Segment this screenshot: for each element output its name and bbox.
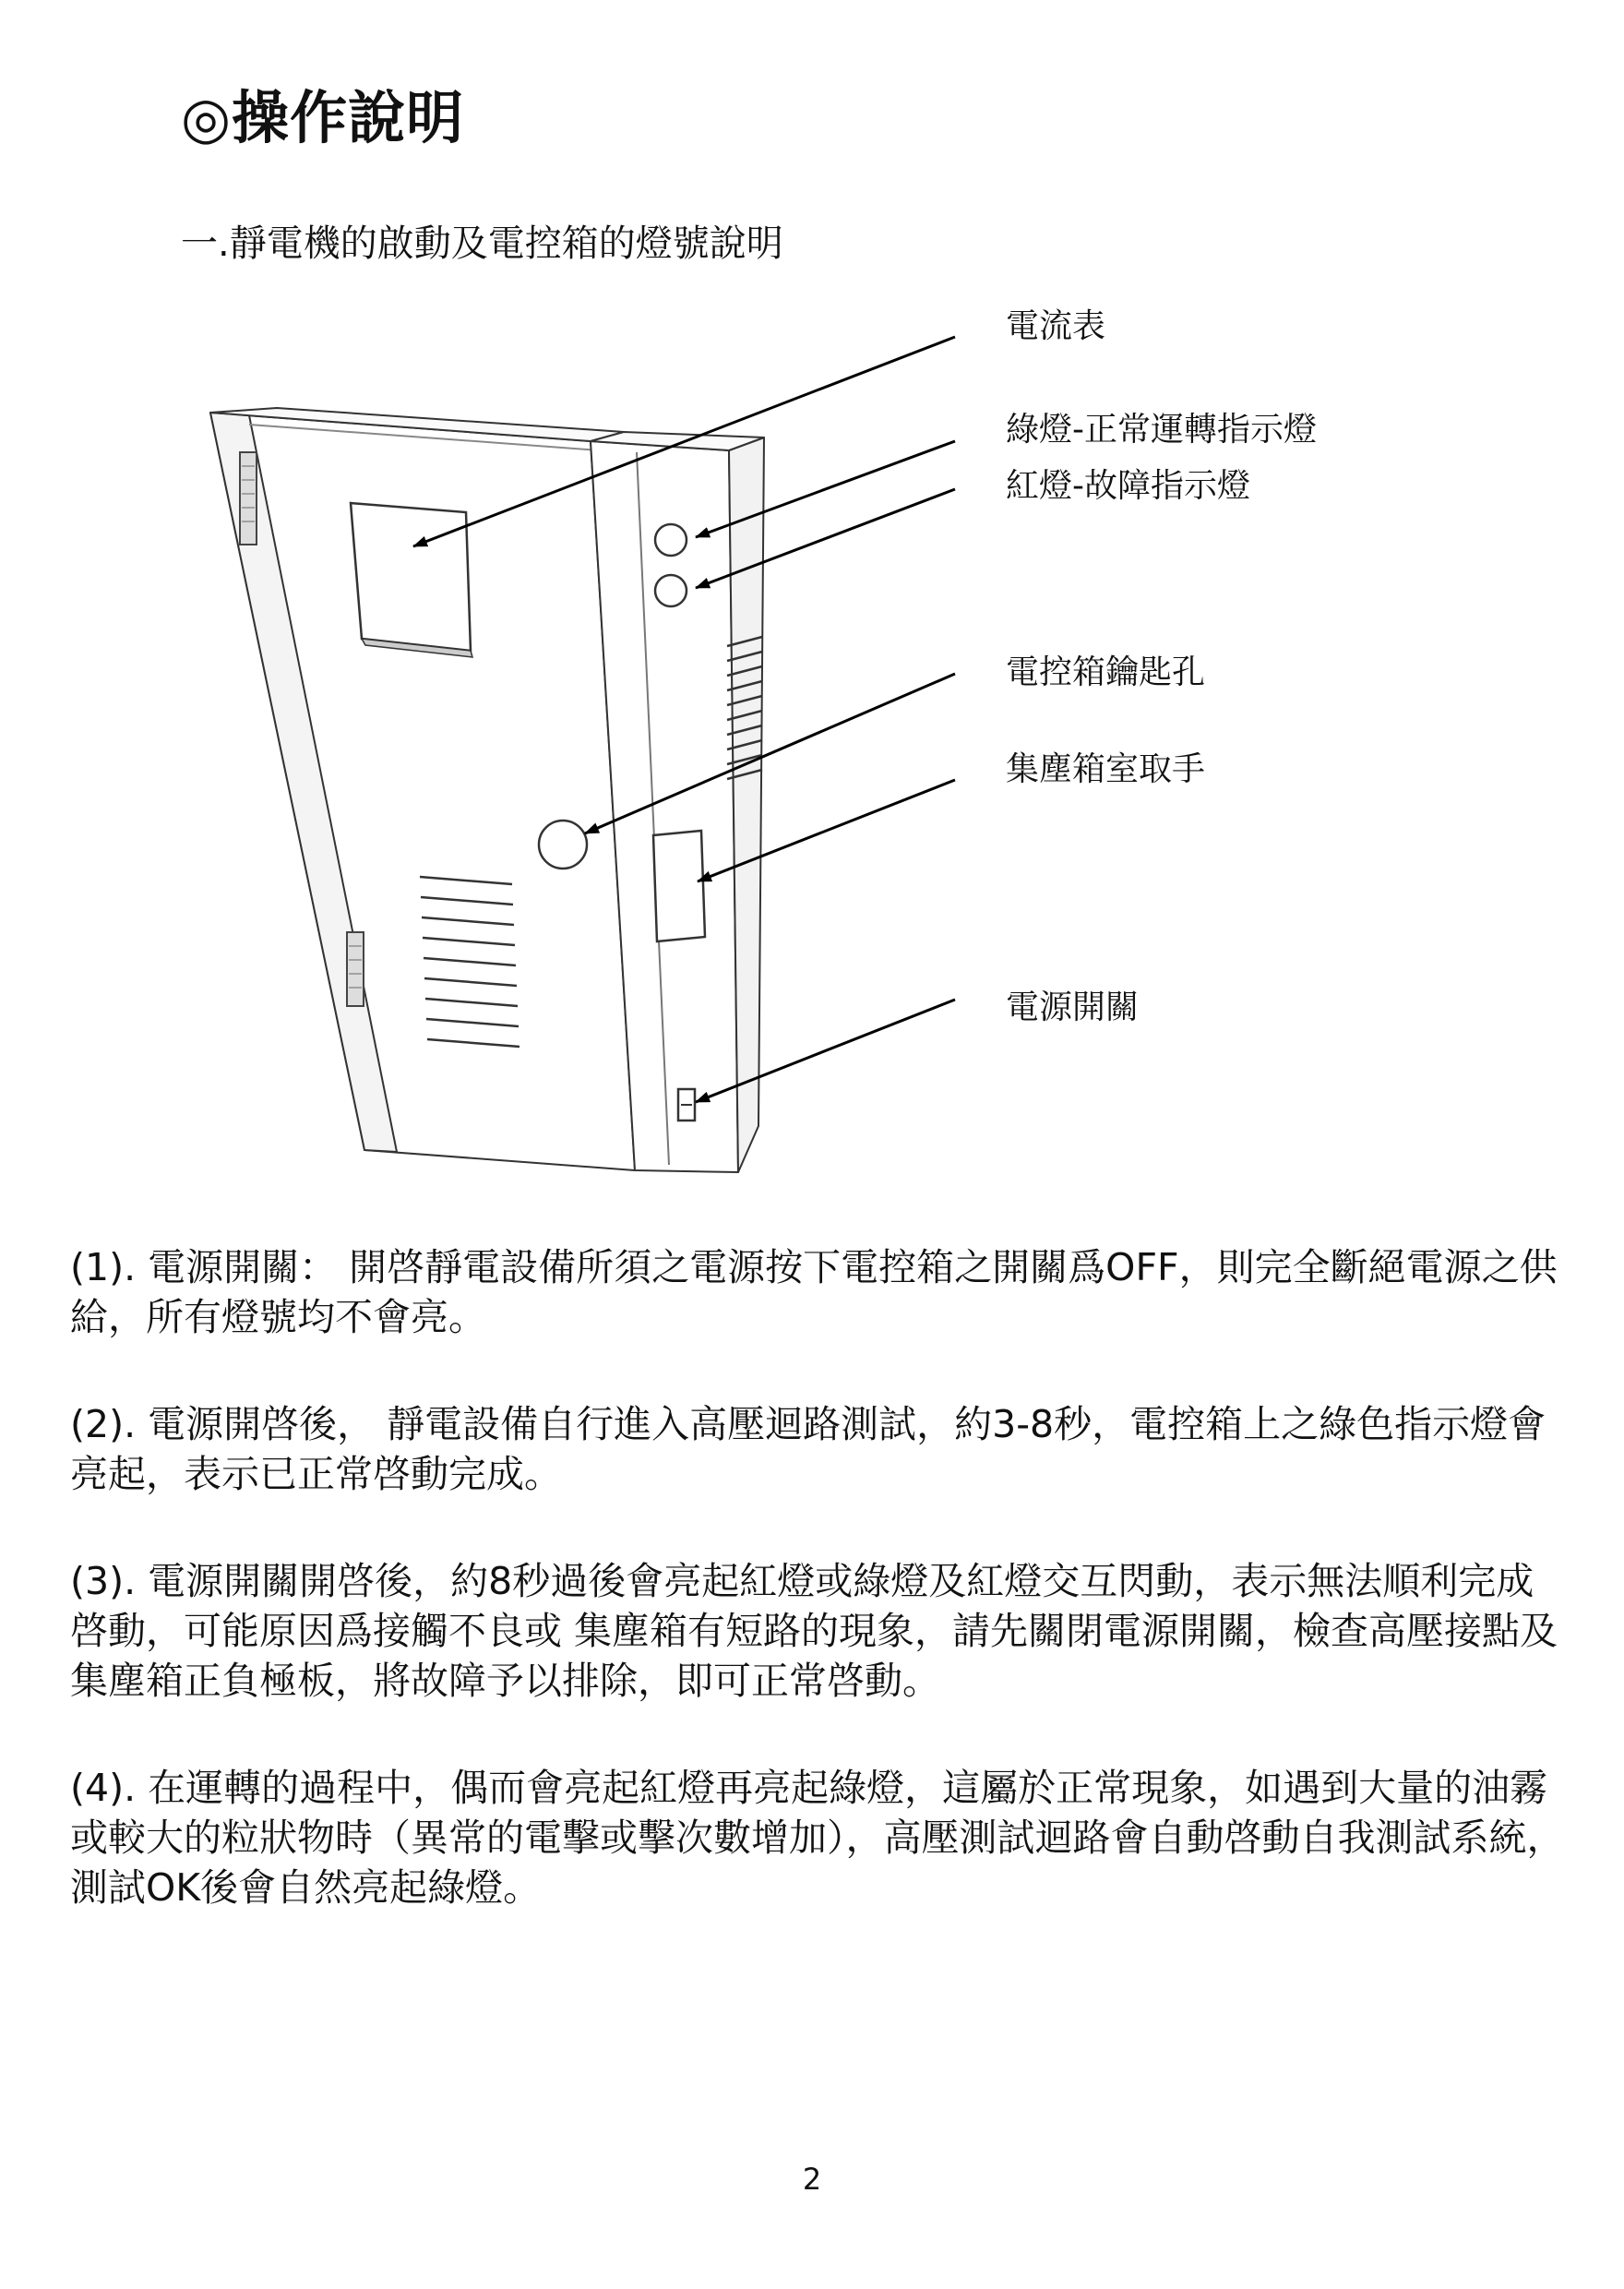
side-slot-lower: [347, 932, 364, 1006]
page-title: ◎操作說明: [181, 84, 465, 151]
paragraph-3: (3). 電源開關開啓後，約8秒過後會亮起紅燈或綠燈及紅燈交互閃動，表示無法順利完成啓動，可能原因爲接觸不良或 集塵箱有短路的現象，請先關閉電源開關，檢查高壓接點及集塵箱正負極板，將故障予以排除，即可正常啓動。: [70, 1559, 1558, 1703]
section-title: 一.靜電機的啟動及電控箱的燈號說明: [181, 222, 783, 265]
paragraph-1: (1). 電源開關： 開啓靜電設備所須之電源按下電控箱之開關爲OFF，則完全斷絕電源之供給，所有燈號均不會亮。: [70, 1245, 1558, 1339]
ammeter-box: [351, 503, 471, 651]
green-indicator-light: [655, 524, 687, 556]
red-indicator-light: [655, 575, 687, 606]
paragraph-2: (2). 電源開啓後， 靜電設備自行進入高壓迴路測試，約3-8秒，電控箱上之綠色指示燈會亮起，表示已正常啓動完成。: [70, 1402, 1546, 1496]
label-handle: 集塵箱室取手: [1006, 750, 1206, 788]
paragraph-4: (4). 在運轉的過程中，偶而會亮起紅燈再亮起綠燈，這屬於正常現象，如遇到大量的油霧或較大的粒狀物時（異常的電擊或擊次數增加），高壓測試迴路會自動啓動自我測試系統，測試OK後會自然亮起綠燈。: [70, 1766, 1565, 1910]
collection-box-handle: [653, 831, 705, 941]
label-ammeter: 電流表: [1006, 307, 1106, 345]
label-key-hole: 電控箱鑰匙孔: [1006, 653, 1206, 691]
label-green-light: 綠燈-正常運轉指示燈: [1006, 411, 1317, 449]
page-number: 2: [802, 2162, 822, 2197]
key-hole: [539, 821, 587, 869]
label-power-switch: 電源開關: [1006, 989, 1140, 1026]
label-red-light: 紅燈-故障指示燈: [1006, 467, 1250, 505]
